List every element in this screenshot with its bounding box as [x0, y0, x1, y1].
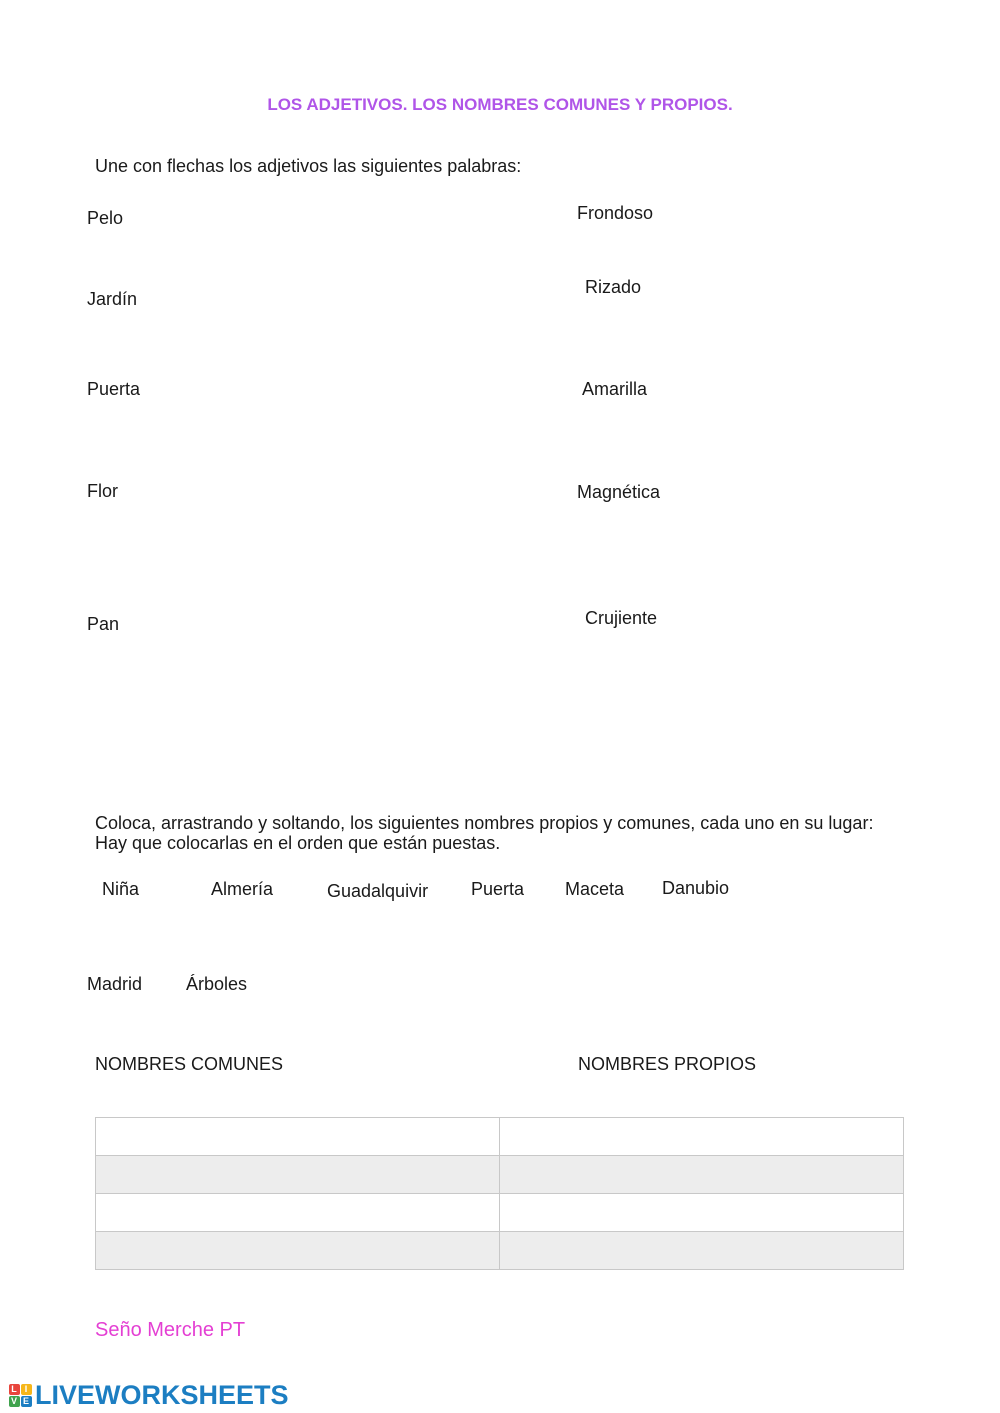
drop-cell-common-3[interactable]	[96, 1194, 500, 1232]
logo-letter: E	[21, 1396, 32, 1407]
drag-word-arboles[interactable]: Árboles	[186, 974, 248, 994]
logo-letter: L	[9, 1384, 20, 1395]
noun-jardin[interactable]: Jardín	[87, 289, 138, 309]
heading-proper-nouns: NOMBRES PROPIOS	[578, 1054, 757, 1074]
adjective-magnetica[interactable]: Magnética	[577, 482, 661, 502]
heading-common-nouns: NOMBRES COMUNES	[95, 1054, 284, 1074]
drag-instruction-line2: Hay que colocarlas en el orden que están puestas.	[95, 833, 501, 853]
drop-cell-proper-3[interactable]	[500, 1194, 904, 1232]
noun-pelo[interactable]: Pelo	[87, 208, 124, 228]
drop-cell-common-1[interactable]	[96, 1118, 500, 1156]
brand-name: LIVEWORKSHEETS	[35, 1379, 289, 1410]
adjective-frondoso[interactable]: Frondoso	[577, 203, 654, 223]
adjective-crujiente[interactable]: Crujiente	[585, 608, 658, 628]
liveworksheets-brand[interactable]	[8, 1380, 289, 1410]
drop-cell-common-4[interactable]	[96, 1232, 500, 1270]
page-title: LOS ADJETIVOS. LOS NOMBRES COMUNES Y PROPIOS.	[267, 95, 733, 114]
answer-table	[95, 1117, 904, 1270]
matching-instruction: Une con flechas los adjetivos las siguientes palabras:	[95, 156, 522, 176]
drag-word-nina[interactable]: Niña	[102, 879, 140, 899]
drag-word-danubio[interactable]: Danubio	[662, 878, 730, 898]
adjective-amarilla[interactable]: Amarilla	[582, 379, 648, 399]
author-signature: Seño Merche PT	[95, 1319, 246, 1341]
drop-cell-proper-2[interactable]	[500, 1156, 904, 1194]
drag-instruction-line1: Coloca, arrastrando y soltando, los siguientes nombres propios y comunes, cada uno en su lugar:	[95, 813, 874, 833]
drag-word-almeria[interactable]: Almería	[211, 879, 274, 899]
logo-letter: V	[9, 1396, 20, 1407]
drop-cell-common-2[interactable]	[96, 1156, 500, 1194]
drop-cell-proper-4[interactable]	[500, 1232, 904, 1270]
logo-letter: I	[21, 1384, 32, 1395]
liveworksheets-logo-icon	[8, 1383, 32, 1407]
drag-word-guadalquivir[interactable]: Guadalquivir	[327, 881, 429, 901]
adjective-rizado[interactable]: Rizado	[585, 277, 642, 297]
drag-word-puerta[interactable]: Puerta	[471, 879, 525, 899]
noun-flor[interactable]: Flor	[87, 481, 118, 501]
drag-word-madrid[interactable]: Madrid	[87, 974, 143, 994]
noun-puerta[interactable]: Puerta	[87, 379, 141, 399]
noun-pan[interactable]: Pan	[87, 614, 120, 634]
drag-word-maceta[interactable]: Maceta	[565, 879, 625, 899]
drop-cell-proper-1[interactable]	[500, 1118, 904, 1156]
